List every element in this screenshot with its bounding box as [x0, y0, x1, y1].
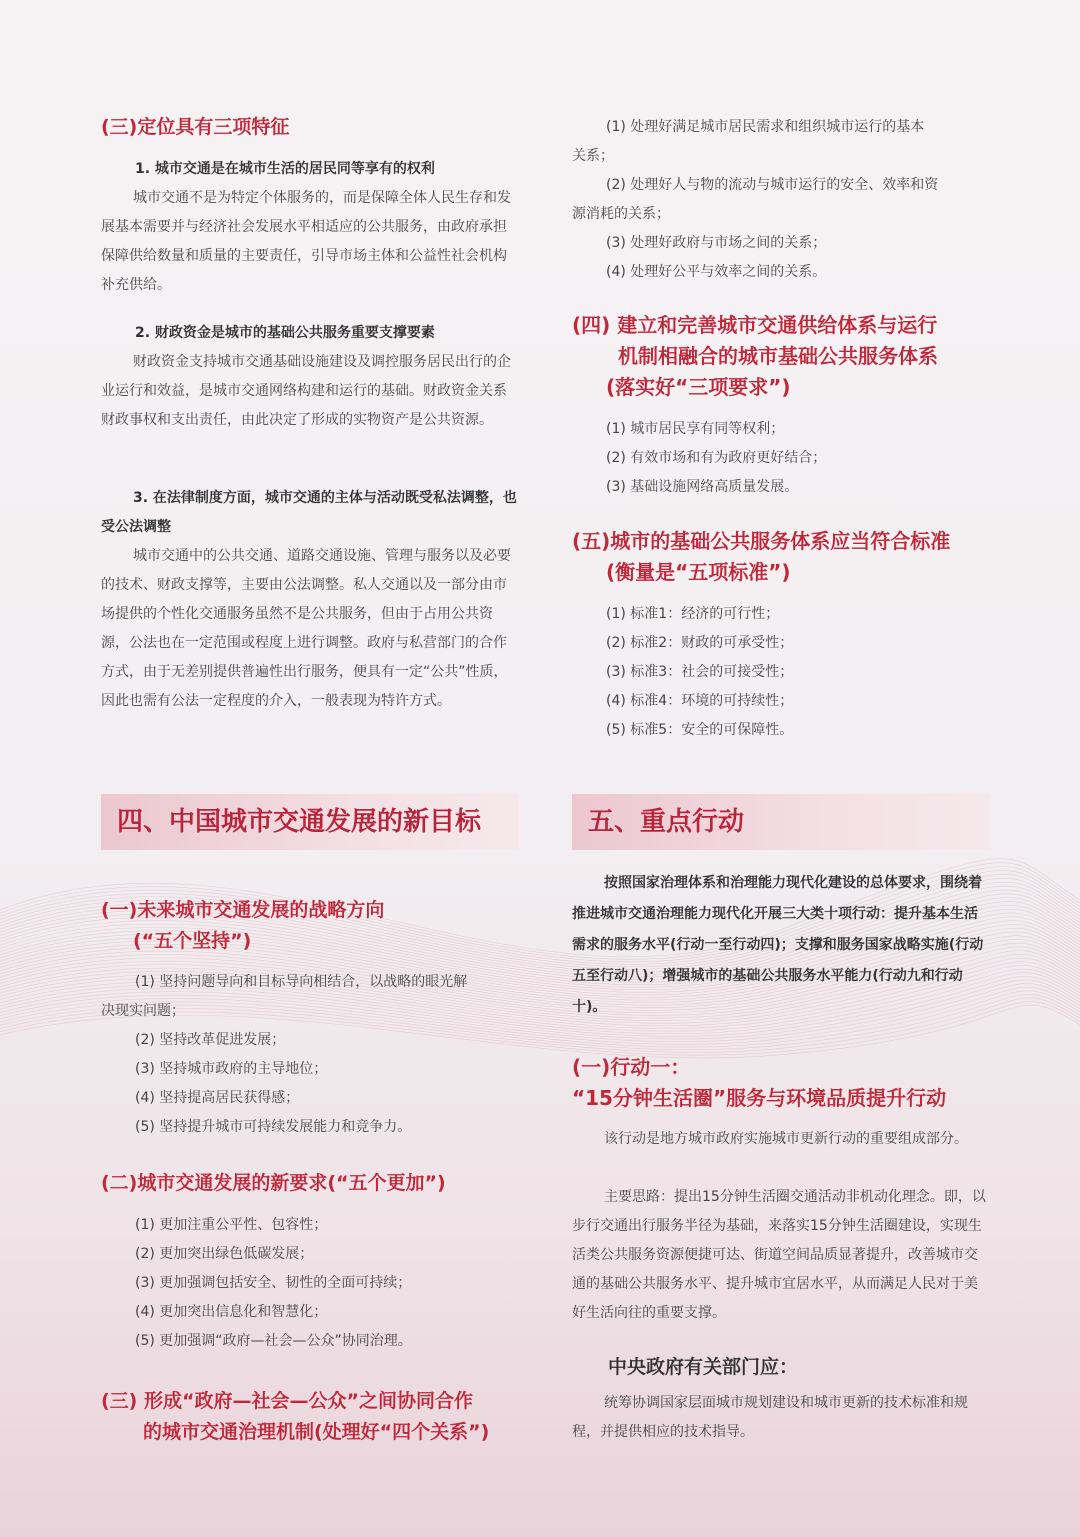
section-4-title: (四) 建立和完善城市交通供给体系与运行 — [572, 313, 938, 337]
section-4-list — [572, 415, 990, 502]
list-item: (4) 坚持提高居民获得感； — [135, 1090, 300, 1106]
list-item: 源消耗的关系； — [572, 206, 670, 222]
central-govt-heading: 中央政府有关部门应： — [608, 1356, 799, 1378]
list-item: (2) 坚持改革促进发展； — [135, 1032, 286, 1048]
goal-1-title: (一)未来城市交通发展的战略方向 — [101, 899, 385, 921]
feature-1-body: 城市交通不是为特定个体服务的，而是保障全体人民生存和发展基本需要并与经济社会发展水平相适应的公共服务，由政府承担保障供给数量和质量的主要责任，引导市场主体和公益性社会机构补充供给。 — [101, 190, 511, 293]
section-title-features: (三)定位具有三项特征 — [101, 116, 290, 138]
list-item: (3) 坚持城市政府的主导地位； — [135, 1061, 328, 1077]
feature-1-title: 1. 城市交通是在城市生活的居民同等享有的权利 — [135, 161, 435, 177]
list-item: 决现实问题； — [101, 1003, 185, 1019]
section-4-subtitle: (落实好“三项要求”) — [606, 375, 791, 399]
chapter-5-heading: 五、重点行动 — [572, 794, 990, 850]
actions-intro: 按照国家治理体系和治理能力现代化建设的总体要求，围绕着推进城市交通治理能力现代化开展三大类十项行动：提升基本生活需求的服务水平(行动一至行动四)；支撑和服务国家战略实施(行动五至行动八)；增强城市的基础公共服务水平能力(行动九和行动十)。 — [572, 875, 984, 1015]
list-item: (5) 标准5：安全的可保障性。 — [606, 722, 794, 738]
feature-3-title: 3. 在法律制度方面，城市交通的主体与活动既受私法调整，也受公法调整 — [101, 490, 517, 535]
list-item: (1) 处理好满足城市居民需求和组织城市运行的基本 — [606, 119, 925, 135]
central-govt-body: 统筹协调国家层面城市规划建设和城市更新的技术标准和规程，并提供相应的技术指导。 — [572, 1395, 968, 1440]
goal-2-list — [101, 1211, 519, 1356]
list-item: (4) 处理好公平与效率之间的关系。 — [606, 264, 827, 280]
feature-2-title: 2. 财政资金是城市的基础公共服务重要支撑要素 — [135, 325, 435, 341]
goal-1-subtitle: (“五个坚持”) — [133, 930, 252, 952]
list-item: (1) 更加注重公平性、包容性； — [135, 1217, 328, 1233]
goal-3-subtitle: 的城市交通治理机制(处理好“四个关系”) — [143, 1421, 490, 1443]
feature-2-body: 财政资金支持城市交通基础设施建设及调控服务居民出行的企业运行和效益，是城市交通网络构建和运行的基础。财政资金关系财政事权和支出责任，由此决定了形成的实物资产是公共资源。 — [101, 354, 511, 428]
list-item: 关系； — [572, 148, 614, 164]
list-item: (5) 坚持提升城市可持续发展能力和竞争力。 — [135, 1119, 412, 1135]
goal-3-title: (三) 形成“政府—社会—公众”之间协同合作 — [101, 1390, 473, 1412]
action-1-subtitle: “15分钟生活圈”服务与环境品质提升行动 — [572, 1086, 947, 1110]
list-item: (2) 标准2：财政的可承受性； — [606, 635, 794, 651]
action-1-para-2: 主要思路：提出15分钟生活圈交通活动非机动化理念。即，以步行交通出行服务半径为基础，来落实15分钟生活圈建设，实现生活类公共服务资源便捷可达、街道空间品质显著提升，改善城市交通的基础公共服务水平、提升城市宜居水平，从而满足人民对于美好生活向往的重要支撑。 — [572, 1189, 986, 1321]
relations-list — [572, 113, 990, 287]
section-5-title: (五)城市的基础公共服务体系应当符合标准 — [572, 529, 951, 553]
feature-3-body: 城市交通中的公共交通、道路交通设施、管理与服务以及必要的技术、财政支撑等，主要由公法调整。私人交通以及一部分由市场提供的个性化交通服务虽然不是公共服务，但由于占用公共资源，公法也在一定范围或程度上进行调整。政府与私营部门的合作方式，由于无差别提供普遍性出行服务，便具有一定“公共”性质，因此也需有公法一定程度的介入，一般表现为特许方式。 — [101, 548, 511, 709]
action-1-title: (一)行动一： — [572, 1055, 691, 1079]
list-item: (4) 标准4：环境的可持续性； — [606, 693, 794, 709]
list-item: (1) 标准1：经济的可行性； — [606, 606, 780, 622]
list-item: (3) 更加强调包括安全、韧性的全面可持续； — [135, 1275, 412, 1291]
chapter-4-heading: 四、中国城市交通发展的新目标 — [101, 794, 519, 850]
list-item: (5) 更加强调“政府—社会—公众”协同治理。 — [135, 1333, 412, 1349]
list-item: (3) 标准3：社会的可接受性； — [606, 664, 794, 680]
list-item: (1) 坚持问题导向和目标导向相结合，以战略的眼光解 — [135, 974, 468, 990]
goal-1-list — [101, 968, 519, 1142]
action-1-para-1: 该行动是地方城市政府实施城市更新行动的重要组成部分。 — [604, 1131, 968, 1147]
list-item: (2) 更加突出绿色低碳发展； — [135, 1246, 314, 1262]
list-item: (3) 基础设施网络高质量发展。 — [606, 479, 799, 495]
list-item: (3) 处理好政府与市场之间的关系； — [606, 235, 827, 251]
list-item: (4) 更加突出信息化和智慧化； — [135, 1304, 328, 1320]
section-5-subtitle: (衡量是“五项标准”) — [606, 560, 791, 584]
goal-2-title: (二)城市交通发展的新要求(“五个更加”) — [101, 1172, 446, 1194]
list-item: (1) 城市居民享有同等权利； — [606, 421, 785, 437]
list-item: (2) 有效市场和有为政府更好结合； — [606, 450, 827, 466]
list-item: (2) 处理好人与物的流动与城市运行的安全、效率和资 — [606, 177, 939, 193]
section-4-title-line2: 机制相融合的城市基础公共服务体系 — [618, 344, 938, 368]
section-5-list — [572, 600, 990, 745]
